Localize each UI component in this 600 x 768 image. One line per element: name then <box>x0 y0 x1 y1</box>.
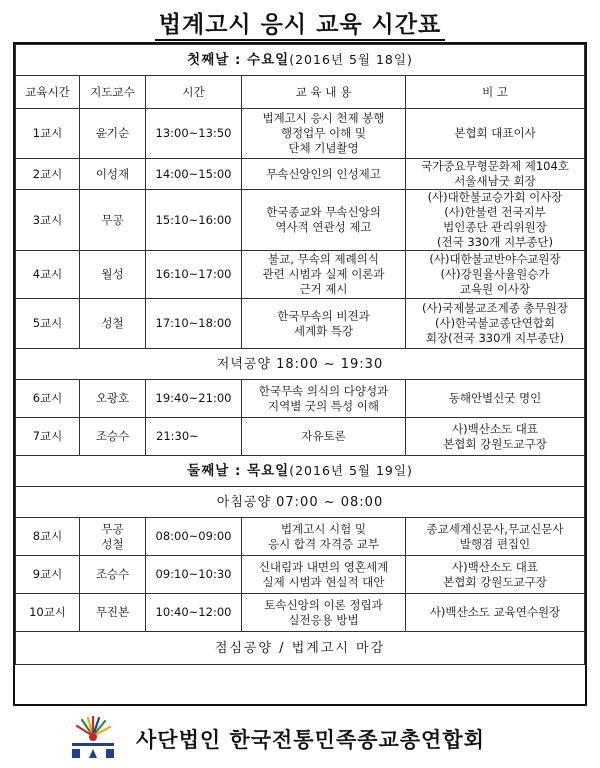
teacher-cell <box>80 418 146 456</box>
time-cell: 08:00~09:00 <box>146 518 242 556</box>
note-cell <box>406 299 585 349</box>
header-row <box>16 76 585 109</box>
content-cell <box>242 380 406 418</box>
time-cell: 09:10~10:30 <box>146 556 242 594</box>
schedule-row <box>16 518 585 556</box>
content-cell <box>242 299 406 349</box>
time-cell: 14:00~15:00 <box>146 159 242 190</box>
content-cell-line: 단체 기념촬영 <box>288 141 359 155</box>
note-cell-line: (사)강원율사율원승가 <box>440 267 550 281</box>
organization-logo-icon <box>68 716 118 760</box>
teacher-cell <box>80 109 146 159</box>
time-cell: 15:10~16:00 <box>146 190 242 251</box>
breakfast-break: 아침공양 07:00 ~ 08:00 <box>16 487 585 518</box>
teacher-cell <box>80 518 146 556</box>
day2-row <box>16 456 585 487</box>
teacher-cell <box>80 299 146 349</box>
content-cell-line: 불교, 무속의 제례의식 <box>268 252 379 266</box>
content-cell-line: 한국종교와 무속신앙의 <box>266 205 381 219</box>
teacher-cell-line: 무공 <box>101 521 124 536</box>
note-cell-line: 법인종단 관리위원장 <box>443 220 547 234</box>
day2-label: 둘째날 : 목요일 <box>187 463 290 479</box>
time-cell: 10:40~12:00 <box>146 594 242 632</box>
note-cell-line: 회장(전국 330개 지부종단) <box>425 331 565 345</box>
schedule-row <box>16 556 585 594</box>
column-header: 교 육 내 용 <box>242 76 406 109</box>
content-cell-line: 토속신앙의 이론 정립과 <box>264 597 383 612</box>
column-header: 지도교수 <box>80 76 146 109</box>
teacher-cell-line: 조승수 <box>95 567 130 581</box>
content-cell <box>242 159 406 190</box>
time-cell: 21:30~ <box>146 418 242 456</box>
note-cell-line: (사)국제불교조계종 총무원장 <box>422 301 568 315</box>
content-cell-line: 한국무속 의식의 다양성과 <box>258 383 389 398</box>
period-cell: 4교시 <box>16 251 80 299</box>
note-cell <box>406 380 585 418</box>
period-cell: 10교시 <box>16 594 80 632</box>
note-cell-line: 국가중요무형문화제 제104호 <box>421 159 569 173</box>
teacher-cell-line: 이성재 <box>95 166 130 181</box>
content-cell <box>242 556 406 594</box>
content-cell <box>242 190 406 251</box>
content-cell <box>242 518 406 556</box>
note-cell-line: 사)백산소도 교육연수원장 <box>429 605 561 619</box>
content-cell-line: 자유토론 <box>301 429 346 443</box>
content-cell-line: 관련 시범과 실제 이론과 <box>262 267 385 281</box>
note-cell-line: 종교세계신문사,무교신문사 <box>426 521 564 536</box>
teacher-cell-line: 조승수 <box>95 429 130 443</box>
note-cell-line: 발행겸 편집인 <box>459 536 531 551</box>
closing-note-row <box>16 632 585 665</box>
teacher-cell-line: 무진본 <box>95 605 130 619</box>
note-cell-line: (사)대한불교승가회 이사장 <box>427 190 563 204</box>
note-cell <box>406 109 585 159</box>
note-cell-line: 본협회 대표이사 <box>454 126 536 140</box>
breakfast-break-row <box>16 487 585 518</box>
schedule-row <box>16 159 585 190</box>
schedule-table <box>15 44 585 665</box>
dinner-break: 저녁공양 18:00 ~ 19:30 <box>16 349 585 380</box>
schedule-row <box>16 380 585 418</box>
schedule-row <box>16 109 585 159</box>
period-cell: 6교시 <box>16 380 80 418</box>
note-cell-line: 본협회 강원도교구장 <box>443 574 547 589</box>
time-cell: 17:10~18:00 <box>146 299 242 349</box>
day1-date: (2016년 5월 18일) <box>289 52 413 67</box>
teacher-cell-line: 오광호 <box>95 391 130 405</box>
teacher-cell-line: 무공 <box>101 212 124 227</box>
note-cell <box>406 159 585 190</box>
closing-note: 점심공양 / 법계고시 마감 <box>16 632 585 665</box>
schedule-row <box>16 190 585 251</box>
content-cell-line: 근거 제시 <box>299 282 348 296</box>
note-cell-line: 동해안별신굿 명인 <box>448 391 542 405</box>
footer <box>60 712 580 762</box>
period-cell: 3교시 <box>16 190 80 251</box>
content-cell-line: 세계화 특강 <box>293 323 354 338</box>
day1-heading <box>16 45 585 76</box>
content-cell <box>242 251 406 299</box>
note-cell-line: 교육원 이사장 <box>459 282 531 296</box>
day2-date: (2016년 5월 19일) <box>289 463 413 478</box>
organization-name: 사단법인 한국전통민족종교총연합회 <box>136 728 485 752</box>
note-cell-line: 사)백산소도 대표 <box>452 421 538 436</box>
day1-row <box>16 45 585 76</box>
period-cell: 7교시 <box>16 418 80 456</box>
column-header: 비 고 <box>406 76 585 109</box>
note-cell <box>406 556 585 594</box>
schedule-row <box>16 299 585 349</box>
note-cell-line: (전국 330개 지부종단) <box>437 235 553 249</box>
content-cell <box>242 594 406 632</box>
content-cell-line: 역사적 연관성 제고 <box>275 220 372 234</box>
period-cell: 5교시 <box>16 299 80 349</box>
content-cell-line: 신내림과 내면의 영혼세계 <box>258 559 389 574</box>
content-cell-line: 행정업무 이해 및 <box>280 126 367 140</box>
column-header: 시간 <box>146 76 242 109</box>
note-cell-line: 본협회 강원도교구장 <box>443 436 547 451</box>
page-title: 법계고시 응시 교육 시간표 <box>0 6 600 39</box>
content-cell <box>242 109 406 159</box>
teacher-cell <box>80 190 146 251</box>
teacher-cell-line: 윤기순 <box>95 126 130 140</box>
note-cell-line: (사)한불련 전국지부 <box>444 205 546 219</box>
teacher-cell <box>80 159 146 190</box>
time-cell: 16:10~17:00 <box>146 251 242 299</box>
period-cell: 8교시 <box>16 518 80 556</box>
day1-label: 첫째날 : 수요일 <box>187 52 290 68</box>
day2-heading <box>16 456 585 487</box>
note-cell <box>406 518 585 556</box>
teacher-cell <box>80 251 146 299</box>
teacher-cell <box>80 380 146 418</box>
note-cell-line: (사)대한불교반야수교원장 <box>429 252 561 266</box>
content-cell-line: 응시 합격 자격증 교부 <box>268 536 379 551</box>
teacher-cell-line: 월성 <box>101 267 124 281</box>
schedule-row <box>16 418 585 456</box>
schedule-row <box>16 251 585 299</box>
content-cell-line: 법계고시 응시 천제 봉행 <box>262 111 385 125</box>
content-cell-line: 법계고시 시험 및 <box>280 521 367 536</box>
note-cell-line: 서울새남굿 회장 <box>454 174 536 188</box>
content-cell-line: 실제 시범과 현실적 대안 <box>262 574 385 589</box>
content-cell <box>242 418 406 456</box>
period-cell: 1교시 <box>16 109 80 159</box>
note-cell <box>406 190 585 251</box>
content-cell-line: 무속신앙인의 인성제고 <box>266 166 381 181</box>
teacher-cell-line: 성철 <box>101 316 124 330</box>
content-cell-line: 한국무속의 비젼과 <box>277 308 370 323</box>
time-cell: 13:00~13:50 <box>146 109 242 159</box>
note-cell <box>406 251 585 299</box>
content-cell-line: 실전응용 방법 <box>288 612 359 627</box>
period-cell: 9교시 <box>16 556 80 594</box>
schedule-table-frame <box>13 42 587 706</box>
schedule-row <box>16 594 585 632</box>
column-header: 교육시간 <box>16 76 80 109</box>
content-cell-line: 지역별 굿의 특성 이해 <box>268 398 379 413</box>
dinner-break-row <box>16 349 585 380</box>
period-cell: 2교시 <box>16 159 80 190</box>
note-cell <box>406 418 585 456</box>
note-cell <box>406 594 585 632</box>
teacher-cell <box>80 556 146 594</box>
teacher-cell <box>80 594 146 632</box>
note-cell-line: 사)백산소도 대표 <box>452 559 538 574</box>
note-cell-line: (사)한국불교종단연합회 <box>434 316 556 330</box>
time-cell: 19:40~21:00 <box>146 380 242 418</box>
teacher-cell-line: 성철 <box>101 536 124 551</box>
